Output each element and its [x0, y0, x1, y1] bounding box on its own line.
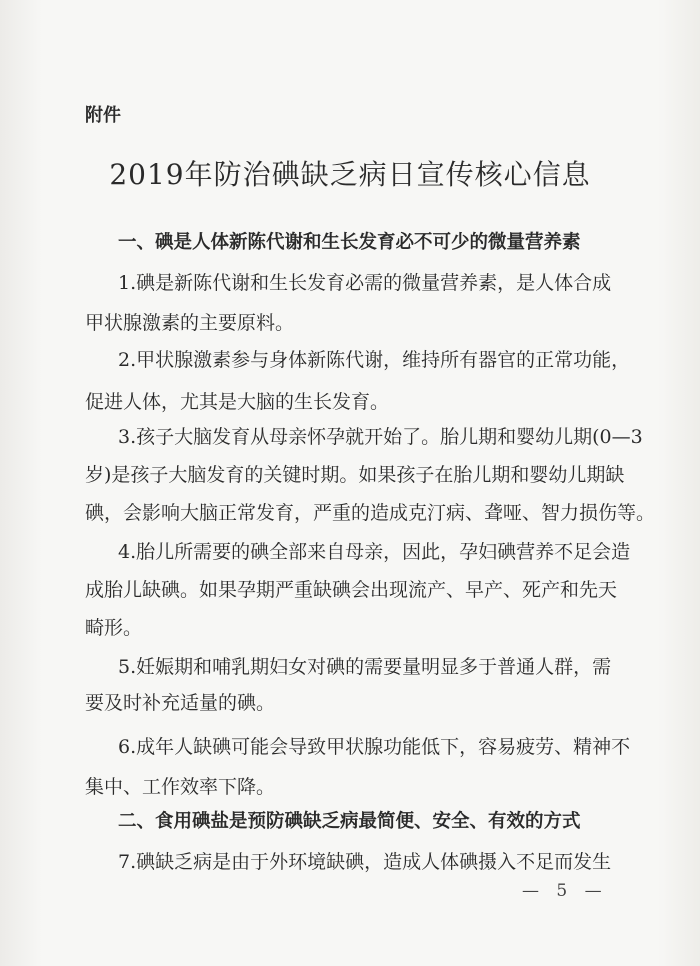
paragraph-line: 碘，会影响大脑正常发育，严重的造成克汀病、聋哑、智力损伤等。	[85, 502, 656, 524]
paragraph-line: 岁)是孩子大脑发育的关键时期。如果孩子在胎儿期和婴幼儿期缺	[85, 464, 625, 486]
paragraph-line: 7.碘缺乏病是由于外环境缺碘，造成人体碘摄入不足而发生	[118, 851, 612, 873]
paragraph-line: 促进人体，尤其是大脑的生长发育。	[85, 391, 390, 413]
paragraph-line: 2.甲状腺激素参与身体新陈代谢，维持所有器官的正常功能，	[118, 349, 631, 371]
paragraph-line: 要及时补充适量的碘。	[85, 692, 276, 714]
paragraph-line: 畸形。	[85, 617, 143, 639]
paragraph-line: 4.胎儿所需要的碘全部来自母亲，因此，孕妇碘营养不足会造	[118, 541, 631, 563]
paragraph-line: 甲状腺激素的主要原料。	[85, 312, 295, 334]
paragraph-line: 集中、工作效率下降。	[85, 776, 276, 798]
paragraph-line: 5.妊娠期和哺乳期妇女对碘的需要量明显多于普通人群，需	[118, 656, 612, 678]
paragraph-line: 3.孩子大脑发育从母亲怀孕就开始了。胎儿期和婴幼儿期(0—3	[118, 426, 643, 448]
page-number: — 5 —	[522, 881, 608, 901]
document-title: 2019年防治碘缺乏病日宣传核心信息	[109, 158, 591, 191]
paragraph-line: 1.碘是新陈代谢和生长发育必需的微量营养素，是人体合成	[118, 272, 612, 294]
paragraph-line: 6.成年人缺碘可能会导致甲状腺功能低下，容易疲劳、精神不	[118, 736, 631, 758]
section-heading-1: 一、碘是人体新陈代谢和生长发育必不可少的微量营养素	[118, 232, 581, 253]
paragraph-line: 成胎儿缺碘。如果孕期严重缺碘会出现流产、早产、死产和先天	[85, 579, 618, 601]
attachment-label: 附件	[85, 105, 121, 126]
section-heading-2: 二、食用碘盐是预防碘缺乏病最简便、安全、有效的方式	[118, 811, 581, 832]
